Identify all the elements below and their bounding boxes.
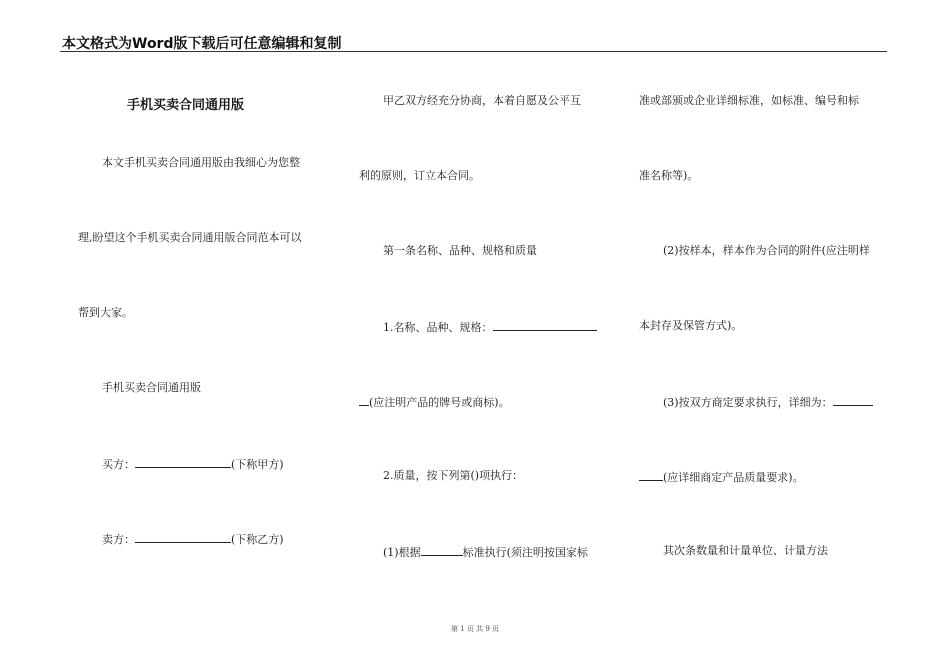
item-1-blank [493,319,597,331]
seller-label: 卖方： [102,533,135,546]
col3-line-1: 准或部颁或企业详细标准，如标准、编号和标 [639,94,859,107]
item-1-label: 1.名称、品种、规格： [383,321,493,334]
intro-line-2: 理,盼望这个手机买卖合同通用版合同范本可以 [78,231,302,244]
col3-line-4: 本封存及保管方式)。 [639,319,743,332]
intro-line-1: 本文手机买卖合同通用版由我细心为您整 [102,156,300,169]
buyer-blank [135,456,231,468]
document-title: 手机买卖合同通用版 [127,98,245,113]
seller-line [102,531,284,547]
item-2-line: 2.质量，按下列第()项执行： [383,469,524,482]
seller-suffix: (下称乙方) [231,533,284,546]
col3-line-6-text: (应详细商定产品质量要求)。 [663,471,804,484]
item-1-cont-blank [359,394,369,406]
item-2-1-pre: (1)根据 [383,546,421,559]
col3-line-5-blank [833,394,873,406]
article-1-heading: 第一条名称、品种、规格和质量 [383,244,537,257]
item-2-1-line [383,544,588,560]
page-footer: 第 1 页 共 9 页 [450,625,500,633]
buyer-line [102,456,284,472]
item-2-1-blank [421,544,463,556]
contract-subtitle: 手机买卖合同通用版 [102,381,201,394]
header-divider [60,51,887,52]
article-2-heading: 其次条数量和计量单位、计量方法 [663,544,828,557]
col3-line-3: (2)按样本，样本作为合同的附件(应注明样 [663,244,870,257]
item-1-cont-text: (应注明产品的牌号或商标)。 [369,396,510,409]
item-1-continuation [359,394,510,410]
col3-line-6 [639,469,804,485]
col2-line-1: 甲乙双方经充分协商，本着自愿及公平互 [383,94,581,107]
document-header: 本文格式为Word版下载后可任意编辑和复制 [62,36,342,52]
item-1-line [383,319,597,335]
seller-blank [135,531,231,543]
col3-line-5-text: (3)按双方商定要求执行，详细为： [663,396,833,409]
col2-line-2: 利的原则，订立本合同。 [359,169,480,182]
intro-line-3: 帮到大家。 [78,306,133,319]
col3-line-2: 准名称等)。 [639,169,699,182]
buyer-suffix: (下称甲方) [231,458,284,471]
col3-line-5 [663,394,873,410]
col3-line-6-blank [639,469,663,481]
item-2-1-post: 标准执行(须注明按国家标 [462,546,588,559]
buyer-label: 买方： [102,458,135,471]
